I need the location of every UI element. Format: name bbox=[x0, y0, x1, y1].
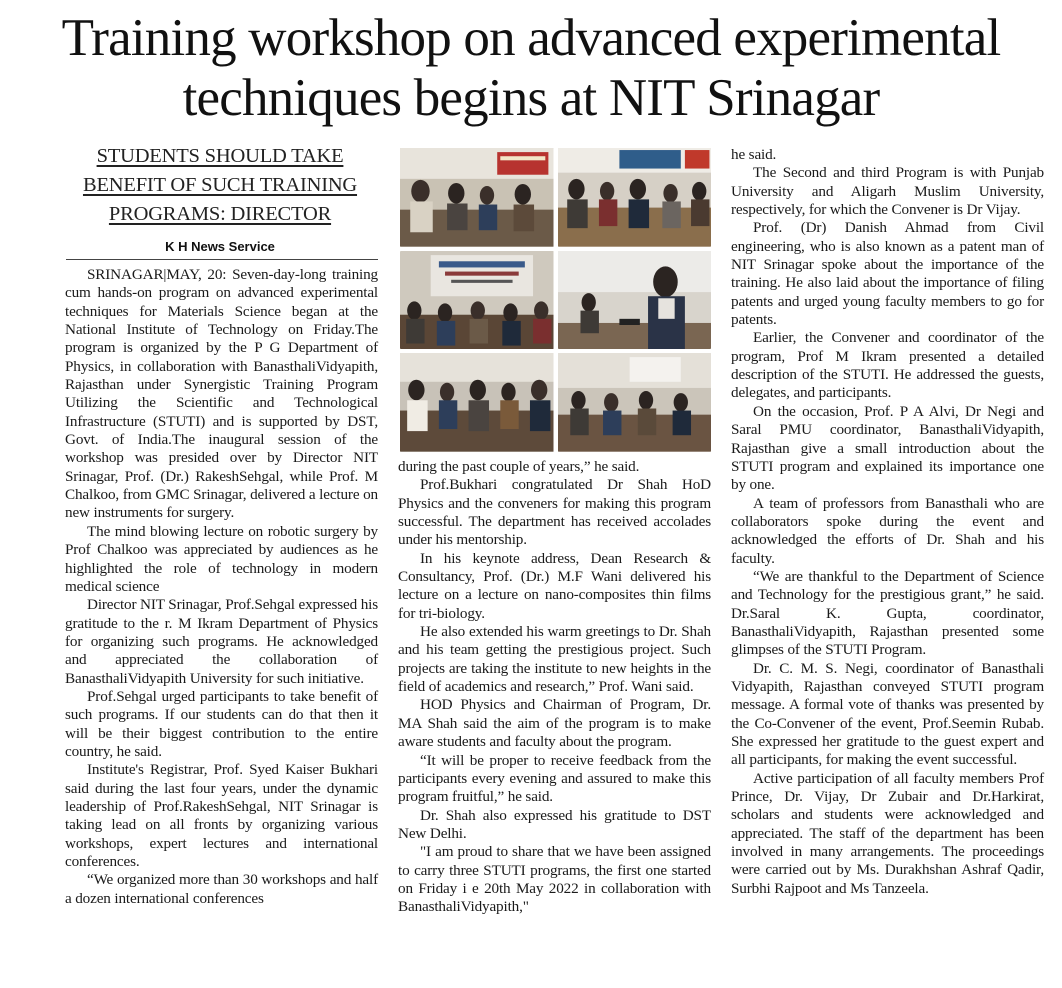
paragraph: Prof. (Dr) Danish Ahmad from Civil engineering, who is also known as a patent man of NIT Srinagar spoke about the importance of the training. He also laid about the importance of filing patents and urged young faculty members to go for patents. bbox=[731, 219, 1044, 329]
headline-line-1: Training workshop on advanced experimental bbox=[61, 9, 1001, 67]
article-column-2 bbox=[398, 458, 711, 917]
byline: K H News Service bbox=[165, 239, 275, 254]
paragraph: “We organized more than 30 workshops and half a dozen international conferences bbox=[65, 871, 378, 907]
paragraph: Active participation of all faculty members Prof Prince, Dr. Vijay, Dr Zubair and Dr.Harkirat, scholars and students were acknowledged and appreciated. The staff of the department has been involved in many arrangements. The proceedings were carried out by Ms. Durakhshan Ashraf Qadir, Surbhi Rajpoot and Ms Tanzeela. bbox=[731, 769, 1044, 897]
subheadline-line-2: BENEFIT OF SUCH TRAINING bbox=[82, 174, 358, 196]
paragraph: during the past couple of years,” he said. bbox=[398, 458, 640, 475]
paragraph: "I am proud to share that we have been assigned to carry three STUTI programs, the first one started on Friday i e 20th May 2022 in collaboration with BanasthaliVidyapith," bbox=[398, 843, 711, 916]
headline-line-2: techniques begins at NIT Srinagar bbox=[182, 69, 880, 127]
paragraph: Dr. C. M. S. Negi, coordinator of Banasthali Vidyapith, Rajasthan conveyed STUTI program message. A formal vote of thanks was presented by the Co-Convener of the event, Prof.Seemin Rubab. She expressed her gratitude to the guest expert and all participants, for making the event successful. bbox=[731, 659, 1044, 769]
paragraph: he said. bbox=[731, 146, 777, 163]
paragraph: HOD Physics and Chairman of Program, Dr. MA Shah said the aim of the program is to make aware students and faculty about the program. bbox=[398, 696, 711, 751]
paragraph: “It will be proper to receive feedback from the participants every evening and assured to make this program fruitful,” he said. bbox=[398, 751, 711, 806]
paragraph: Earlier, the Convener and coordinator of the program, Prof M Ikram presented a detailed description of the STUTI. He addressed the guests, delegates, and participants. bbox=[731, 329, 1044, 402]
paragraph: “We are thankful to the Department of Science and Technology for the prestigious grant,” he said. Dr.Saral K. Gupta, coordinator, BanasthaliVidyapith, Rajasthan presented some glimpses of the STUTI Program. bbox=[731, 567, 1044, 659]
paragraph: The mind blowing lecture on robotic surgery by Prof Chalkoo was appreciated by audiences as he highlighted the role of technology in modern medical science bbox=[65, 522, 378, 595]
photo-lecture-hall-icon bbox=[558, 353, 712, 452]
byline-divider bbox=[66, 259, 378, 260]
photo-speaker-icon bbox=[558, 251, 712, 350]
article-column-3 bbox=[731, 146, 1044, 898]
paragraph: He also extended his warm greetings to Dr. Shah and his team getting the prestigious project. Such projects are taking the institute to new heights in the field of academics and research,” Prof. Wani said. bbox=[398, 623, 711, 696]
paragraph: In his keynote address, Dean Research & Consultancy, Prof. (Dr.) M.F Wani delivered his lecture on a lecture on nano-composites thin films for tri-biology. bbox=[398, 549, 711, 622]
photo-collage bbox=[400, 148, 711, 452]
subheadline bbox=[60, 142, 380, 229]
subheadline-line-1: STUDENTS SHOULD TAKE bbox=[96, 145, 344, 167]
paragraph: A team of professors from Banasthali who are collaborators spoke during the event and acknowledged the efforts of Dr. Shah and his faculty. bbox=[731, 494, 1044, 567]
paragraph: Dr. Shah also expressed his gratitude to DST New Delhi. bbox=[398, 806, 711, 842]
photo-audience-icon bbox=[558, 148, 712, 247]
subheadline-line-3: PROGRAMS: DIRECTOR bbox=[108, 203, 332, 225]
headline bbox=[0, 8, 1062, 128]
paragraph: Director NIT Srinagar, Prof.Sehgal expressed his gratitude to the r. M Ikram Department of Physics for organizing such programs. He acknowledged and appreciated the collaboration of BanasthaliVidyapith University for such initiative. bbox=[65, 596, 378, 687]
photo-stage-banner-icon bbox=[400, 251, 554, 350]
paragraph: SRINAGAR|MAY, 20: Seven-day-long training cum hands-on program on advanced experimental techniques for Materials Science began at the National Institute of Technology on Friday.The program is organized by the P G Department of Physics, in collaboration with BanasthaliVidyapith, Rajasthan under Synergistic Training Program Utilizing the Scientific and Technological Infrastructure (STUTI) and is supported by DST, Govt. of India.The inaugural session of the workshop was presided over by Director NIT Srinagar, Prof. (Dr.) RakeshSehgal, while Prof. M Chalkoo, from GMC Srinagar, delivered a lecture on new instruments for surgery. bbox=[65, 266, 378, 522]
paragraph: Institute's Registrar, Prof. Syed Kaiser Bukhari said during the last four years, under the dynamic leadership of Prof.RakeshSehgal, NIT Srinagar is taking lead on all fronts by organizing various workshops, expert lectures and international conferences. bbox=[65, 761, 378, 870]
article-column-1 bbox=[65, 266, 378, 908]
paragraph: Prof.Bukhari congratulated Dr Shah HoD Physics and the conveners for making this program successful. The department has received accolades under his mentorship. bbox=[398, 476, 711, 549]
paragraph: Prof.Sehgal urged participants to take benefit of such programs. If our students can do that then it will be their biggest contribution to the entire country, he said. bbox=[65, 687, 378, 760]
photo-seminar-room-icon bbox=[400, 148, 554, 247]
photo-participants-icon bbox=[400, 353, 554, 452]
paragraph: The Second and third Program is with Punjab University and Aligarh Muslim University, respectively, for which the Convener is Dr Vijay. bbox=[731, 164, 1044, 219]
paragraph: On the occasion, Prof. P A Alvi, Dr Negi and Saral PMU coordinator, BanasthaliVidyapith, Rajasthan give a small introduction about the STUTI program and explained its importance one by one. bbox=[731, 402, 1044, 494]
